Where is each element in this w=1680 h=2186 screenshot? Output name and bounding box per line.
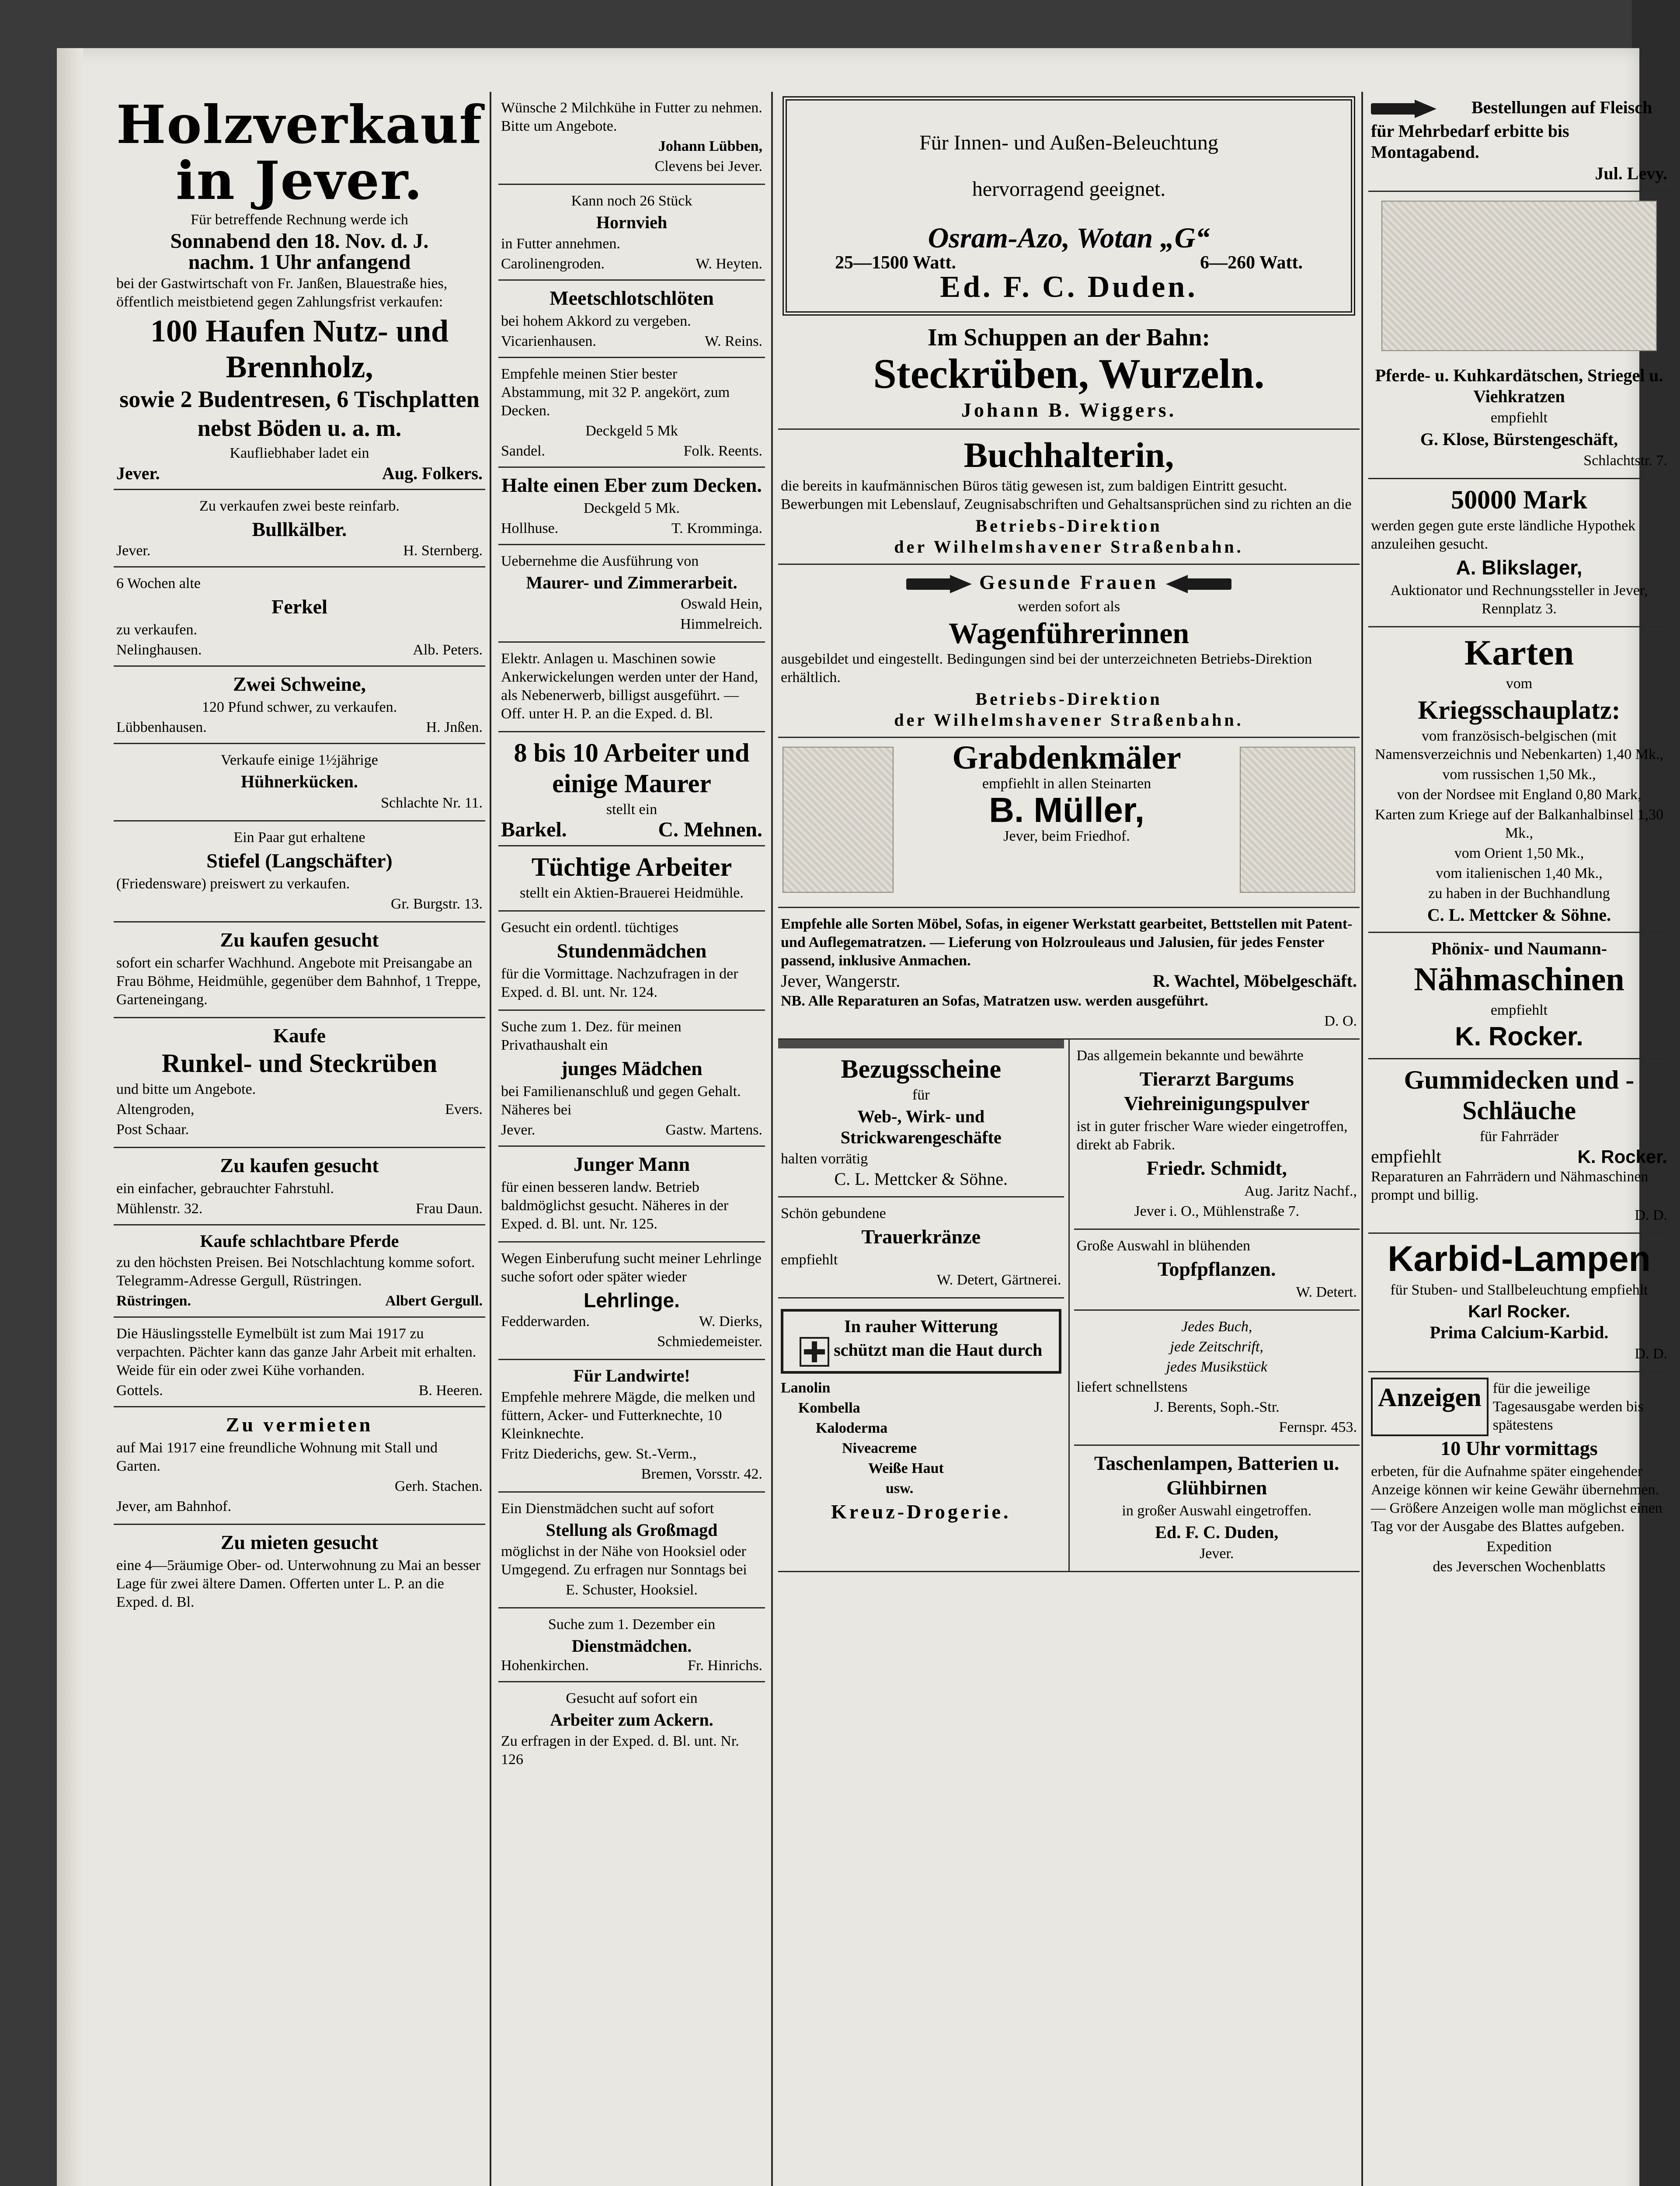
ad-title: Trauerkränze	[861, 1225, 981, 1248]
ad-firm: C. L. Mettcker & Söhne.	[834, 1169, 1008, 1189]
ad-place: Barkel.	[501, 818, 567, 841]
ad-title: 8 bis 10 Arbeiter und einige Maurer	[514, 738, 750, 798]
ad-title: Arbeiter zum Ackern.	[550, 1710, 713, 1730]
ad-text: Schmiedemeister.	[657, 1333, 762, 1350]
ad-place: Rüstringen.	[116, 1293, 191, 1309]
ad-junger-mann	[498, 1147, 765, 1243]
ad-title: Für Landwirte!	[573, 1366, 690, 1385]
ad-place: Carolinengroden.	[501, 256, 605, 272]
ad-place: Lübbenhausen.	[116, 719, 207, 735]
ad-signature: Betriebs-Direktion	[975, 689, 1162, 709]
ad-firm: R. Wachtel, Möbelgeschäft.	[1153, 971, 1357, 991]
ad-firm: C. L. Mettcker & Söhne.	[1427, 905, 1611, 925]
ad-text: empfiehlt	[1490, 1002, 1548, 1018]
ad-huehner	[114, 744, 485, 821]
ad-text: Das allgemein bekannte und bewährte	[1076, 1048, 1304, 1064]
ad-text: eine 4—5räumige Ober- od. Unterwohnung zu Mai an besser Lage für zwei ältere Damen. Offerten unter L. P. an die Exped. d. Bl.	[116, 1557, 481, 1610]
ad-title: In rauher Witterung	[844, 1316, 998, 1337]
ad-runkel	[114, 1018, 485, 1148]
ad-address: Gr. Burgstr. 13.	[390, 896, 483, 912]
ad-place: Fedderwarden.	[501, 1313, 590, 1330]
ad-text: Zu erfragen in der Exped. d. Bl. unt. Nr. 126	[501, 1733, 739, 1768]
ad-landwirte	[498, 1360, 765, 1493]
ad-text: Für Innen- und Außen-Beleuchtung	[919, 131, 1218, 154]
ad-title: Holzverkauf	[116, 94, 483, 156]
ad-text: Zu verkaufen zwei beste reinfarb.	[199, 498, 400, 514]
ad-title: Anzeigen	[1371, 1378, 1489, 1436]
ad-title: Halte einen Eber zum Decken.	[501, 474, 762, 496]
product-item: Weiße Haut	[868, 1460, 944, 1477]
ad-text: Kann noch 26 Stück	[571, 193, 692, 209]
ad-bullkaelber	[114, 490, 485, 567]
ad-text: Ein Paar gut erhaltene	[233, 829, 365, 846]
ad-schloten	[498, 281, 765, 358]
ad-headline: Web-, Wirk- und Strickwarengeschäfte	[840, 1107, 1002, 1148]
price-line: zu haben in der Buchhandlung	[1428, 885, 1610, 902]
ad-text: Gesucht auf sofort ein	[566, 1690, 698, 1706]
ad-wachhund	[114, 922, 485, 1018]
ad-text: Gesucht ein ordentl. tüchtiges	[501, 919, 679, 936]
ad-trauerkraenze	[778, 1197, 1064, 1298]
ad-text: werden gegen gute erste ländliche Hypothek anzuleihen gesucht.	[1371, 518, 1636, 552]
ad-text: Reparaturen an Fahrrädern und Nähmaschinen prompt und billig.	[1371, 1169, 1649, 1203]
ad-text: möglichst in der Nähe von Hooksiel oder Umgegend. Zu erfragen nur Sonntags bei	[501, 1543, 747, 1578]
ad-elektr	[498, 643, 765, 732]
ad-place: Vicarienhausen.	[501, 333, 596, 349]
ad-tuechtige-arbeiter	[498, 846, 765, 912]
ad-firm: Karl Rocker.	[1468, 1302, 1570, 1321]
ad-stier	[498, 358, 765, 468]
ad-title: junges Mädchen	[561, 1057, 703, 1079]
ad-text: Ein Dienstmädchen sucht auf sofort	[501, 1500, 714, 1517]
ad-text: bei Familienanschluß und gegen Gehalt. Näheres bei	[501, 1083, 741, 1118]
column-2	[498, 92, 765, 1777]
ad-moebel	[778, 908, 1360, 1040]
ad-signature: H. Jnßen.	[426, 719, 483, 735]
ad-karten	[1368, 627, 1670, 933]
ad-arbeiter	[498, 732, 765, 846]
ad-naehmaschinen	[1368, 933, 1670, 1059]
column-3	[778, 92, 1360, 1572]
pointing-hand-icon	[1371, 97, 1467, 121]
ad-title: Dienstmädchen.	[571, 1636, 692, 1656]
ad-wagenfuehrerinnen	[778, 565, 1360, 738]
ad-taschenlampen	[1074, 1446, 1360, 1571]
ad-text: hervorragend geeignet.	[972, 178, 1166, 201]
ad-signature: E. Schuster, Hooksiel.	[566, 1582, 698, 1598]
ad-text: Deckgeld 5 Mk.	[583, 500, 680, 516]
ad-text: für einen besseren landw. Betrieb baldmöglichst gesucht. Näheres in der Exped. d. Bl. unt. Nr. 125.	[501, 1179, 729, 1232]
ad-title: Maurer- und Zimmerarbeit.	[526, 573, 737, 592]
ad-tierarzt	[1074, 1040, 1360, 1230]
ad-signature: der Wilhelmshavener Straßenbahn.	[894, 537, 1244, 557]
ad-title: Stellung als Großmagd	[546, 1520, 718, 1540]
ad-text: für Fahrräder	[1479, 1128, 1559, 1145]
ad-address: Jever, am Bahnhof.	[116, 1498, 232, 1514]
ad-firm: K. Rocker.	[1455, 1022, 1583, 1051]
ad-address: Mühlenstr. 32.	[116, 1201, 203, 1217]
ad-eber	[498, 468, 765, 545]
ad-place: Nelinghausen.	[116, 642, 202, 658]
ad-title: Zu kaufen gesucht	[220, 929, 379, 951]
ad-signature: Fritz Diederichs, gew. St.-Verm.,	[501, 1446, 697, 1462]
ad-text: Elektr. Anlagen u. Maschinen sowie Ankerwickelungen werden unter der Hand, als Nebenerwerb, billigst ausgeführt. — Off. unter H. P. an die Exped. d. Bl.	[501, 651, 758, 722]
ad-text: empfiehlt	[1371, 1147, 1441, 1167]
ad-signature: D. D.	[1635, 1346, 1667, 1362]
ad-text: empfiehlt in allen Steinarten	[982, 776, 1151, 792]
ad-text: Empfehle mehrere Mägde, die melken und füttern, Acker- und Futterknechte, 10 Kleinknechte.	[501, 1389, 755, 1442]
ad-address: Jever, beim Friedhof.	[1003, 828, 1130, 845]
ad-text: empfiehlt	[781, 1252, 838, 1268]
ad-stiefel	[114, 821, 485, 922]
ad-ferkel	[114, 567, 485, 667]
ad-milchkuehe	[498, 92, 765, 185]
ad-headline: Runkel- und Steckrüben	[161, 1049, 438, 1078]
ad-text: zu den höchsten Preisen. Bei Notschlachtung komme sofort. Telegramm-Adresse Gergull, Rüstringen.	[116, 1254, 475, 1289]
ad-text: liefert schnellstens	[1076, 1379, 1188, 1396]
ad-title: Stundenmädchen	[557, 940, 707, 962]
ad-signature: Gastw. Martens.	[665, 1122, 762, 1138]
ad-hornvieh	[498, 185, 765, 281]
ad-title: Zu mieten gesucht	[220, 1531, 379, 1553]
ad-title: Junger Mann	[573, 1153, 690, 1175]
ad-text: 25—1500 Watt.	[835, 253, 956, 273]
ad-signature: Jul. Levy.	[1595, 164, 1667, 183]
brush-illustration	[1381, 201, 1657, 351]
ad-bezugsscheine	[778, 1040, 1064, 1197]
ad-signature: Johann B. Wiggers.	[961, 399, 1177, 421]
ad-buecher	[1074, 1311, 1360, 1446]
ad-text: in großer Auswahl eingetroffen.	[1122, 1503, 1312, 1519]
ad-text: Wegen Einberufung sucht meiner Lehrlinge suche sofort oder später wieder	[501, 1250, 762, 1285]
ad-text: Im Schuppen an der Bahn:	[927, 324, 1210, 351]
ad-firm: Ed. F. C. Duden.	[940, 270, 1198, 304]
ad-title: Zwei Schweine,	[233, 673, 366, 695]
ad-title: Tüchtige Arbeiter	[531, 853, 732, 881]
ad-headline: Wagenführerinnen	[948, 616, 1190, 650]
ad-place: Altengroden,	[116, 1101, 195, 1117]
ad-text: für Mehrbedarf erbitte bis Montagabend.	[1371, 121, 1569, 162]
ad-firm: K. Rocker.	[1577, 1146, 1667, 1167]
ad-50000-mark	[1368, 479, 1670, 627]
ad-title: Zu kaufen gesucht	[220, 1154, 379, 1177]
ad-text: halten vorrätig	[781, 1151, 868, 1167]
ad-text: Jedes Buch,	[1181, 1319, 1252, 1335]
product-item: Niveacreme	[842, 1440, 917, 1457]
ad-address: Bremen, Vorsstr. 42.	[641, 1466, 762, 1482]
ad-address: Schlachtstr. 7.	[1583, 453, 1667, 469]
ad-maurerarbeit	[498, 545, 765, 643]
ad-signature: W. Detert, Gärtnerei.	[936, 1272, 1061, 1288]
ad-buersten	[1368, 360, 1670, 479]
col3-split	[778, 1040, 1360, 1572]
ad-text: und bitte um Angebote.	[116, 1081, 256, 1097]
ad-title: Osram-Azo, Wotan „G“	[928, 222, 1210, 254]
ad-holzverkauf	[114, 92, 485, 490]
ad-grossmagd	[498, 1493, 765, 1608]
ad-title: in Jever.	[176, 150, 423, 212]
ad-text: für Stuben- und Stallbeleuchtung empfiehlt	[1390, 1282, 1648, 1298]
ad-text: erbeten, für die Aufnahme später eingehender Anzeige können wir keine Gewähr übernehmen. — Größere Anzeigen wolle man möglichst einen Tag vor der Ausgabe des Blattes aufgeben.	[1371, 1463, 1663, 1535]
ad-place: Hollhuse.	[501, 520, 559, 536]
ad-place: Post Schaar.	[116, 1121, 189, 1138]
ad-signature: B. Heeren.	[418, 1382, 483, 1399]
ad-text: Die Häuslingsstelle Eymelbült ist zum Mai 1917 zu verpachten. Pächter kann das ganze Jahr Arbeit mit erhalten. Weide für ein oder zwei Kühe vorhanden.	[116, 1326, 477, 1378]
ad-signature: Johann Lübben,	[658, 138, 762, 154]
page-edge	[57, 48, 83, 2186]
ad-address: Himmelreich.	[680, 616, 762, 632]
ad-date: Sonnabend den 18. Nov. d. J.	[170, 230, 429, 253]
ad-signature: Evers.	[445, 1101, 483, 1117]
ad-firm: A. Blikslager,	[1456, 556, 1583, 579]
ad-title: schützt man die Haut durch	[834, 1340, 1043, 1360]
ad-signature: Folk. Reents.	[683, 443, 762, 459]
ad-text: auf Mai 1917 eine freundliche Wohnung mit Stall und Garten.	[116, 1440, 438, 1474]
ad-address: Jever i. O., Mühlenstraße 7.	[1134, 1203, 1300, 1220]
price-line: vom französisch-belgischen (mit Namensverzeichnis und Nebenkarten) 1,40 Mk.,	[1375, 728, 1663, 762]
ad-text: Auktionator und Rechnungssteller in Jever, Rennplatz 3.	[1390, 582, 1648, 617]
ad-text: in Futter annehmen.	[501, 236, 620, 252]
ad-place: Jever, Wangerstr.	[781, 971, 901, 991]
ad-headline: 100 Haufen Nutz- und Brennholz,	[150, 313, 449, 384]
ad-dienstmaedchen	[498, 1608, 765, 1682]
ad-text: Empfehle meinen Stier bester Abstammung, mit 32 P. angekört, zum Decken.	[501, 366, 730, 419]
ad-text: die bereits in kaufmännischen Büros tätig gewesen ist, zum baldigen Eintritt gesucht. Bewerbungen mit Lebenslauf, Zeugnisabschriften und Gehaltsansprüchen sind zu richten an die	[781, 478, 1352, 512]
ad-anzeigen	[1368, 1372, 1670, 1584]
ad-title: Pferde- u. Kuhkardätschen, Striegel u. Viehkratzen	[1375, 365, 1663, 406]
red-cross-icon	[800, 1337, 829, 1367]
ad-title: Meetschlotschlöten	[550, 287, 714, 309]
ad-text: stellt ein	[606, 801, 657, 818]
ad-title: Kaufe schlachtbare Pferde	[200, 1231, 399, 1251]
ad-title: Karten	[1464, 633, 1574, 672]
price-line: vom italienischen 1,40 Mk.,	[1436, 865, 1603, 881]
ad-signature: W. Detert.	[1296, 1284, 1357, 1301]
price-line: vom Orient 1,50 Mk.,	[1454, 845, 1584, 861]
gravestone-image	[1240, 747, 1355, 893]
ad-text: Schön gebundene	[781, 1205, 886, 1222]
ad-signature: D. D.	[1635, 1207, 1667, 1223]
ad-text: Kaufliebhaber ladet ein	[230, 445, 369, 461]
ad-signature: des Jeverschen Wochenblatts	[1433, 1559, 1606, 1575]
ad-firm: Friedr. Schmidt,	[1146, 1157, 1287, 1180]
ad-headline: Kriegsschauplatz:	[1418, 696, 1621, 724]
ad-title: Tierarzt Bargums	[1139, 1068, 1294, 1090]
ad-title: Taschenlampen, Batterien u. Glühbirnen	[1094, 1452, 1339, 1499]
ad-osram	[783, 96, 1355, 316]
ad-title: Karbid-Lampen	[1388, 1239, 1651, 1279]
ad-text: jede Zeitschrift,	[1170, 1339, 1263, 1355]
ad-place: Hohenkirchen.	[501, 1657, 589, 1674]
ad-signature: W. Dierks,	[699, 1313, 762, 1330]
pointing-hand-icon	[906, 572, 972, 596]
ad-title: Bullkälber.	[252, 518, 347, 540]
ad-text: ein einfacher, gebrauchter Fahrstuhl.	[116, 1180, 334, 1197]
ad-title: Kaufe	[273, 1024, 326, 1047]
column-1	[114, 92, 485, 1619]
ad-text: bei hohem Akkord zu vergeben.	[501, 313, 691, 329]
ad-text: 6 Wochen alte	[116, 575, 201, 592]
ad-topfpflanzen	[1074, 1230, 1360, 1311]
ad-text: für die Vormittage. Nachzufragen in der Exped. d. Bl. unt. Nr. 124.	[501, 966, 738, 1000]
column-4	[1368, 92, 1670, 1584]
ad-place: Jever.	[116, 543, 151, 559]
ad-signature: Betriebs-Direktion	[975, 516, 1162, 536]
ad-text: Prima Calcium-Karbid.	[1430, 1323, 1609, 1342]
ad-place: Gottels.	[116, 1382, 163, 1399]
ad-signature: Albert Gergull.	[385, 1293, 483, 1309]
ad-text: ist in guter frischer Ware wieder eingetroffen, direkt ab Fabrik.	[1076, 1118, 1348, 1153]
ad-firm: Kreuz-Drogerie.	[831, 1500, 1011, 1523]
ad-text: 120 Pfund schwer, zu verkaufen.	[202, 699, 397, 715]
ad-text: werden sofort als	[1017, 599, 1120, 615]
ad-text: Suche zum 1. Dez. für meinen Privathaushalt ein	[501, 1019, 682, 1053]
ad-signature: der Wilhelmshavener Straßenbahn.	[894, 710, 1244, 730]
product-item: Kaloderma	[816, 1420, 888, 1437]
ad-fahrstuhl	[114, 1148, 485, 1225]
column-rule	[771, 92, 773, 2186]
price-line: Karten zum Kriege auf der Balkanhalbinsel 1,30 Mk.,	[1375, 807, 1663, 841]
ad-mieten	[114, 1525, 485, 1619]
ad-ackern	[498, 1682, 765, 1777]
ad-time: nachm. 1 Uhr anfangend	[188, 251, 411, 274]
ad-buchhalterin	[778, 430, 1360, 565]
ad-text: Phönix- und Naumann-	[1431, 939, 1607, 958]
ad-text: sofort ein scharfer Wachhund. Angebote mit Preisangabe an Frau Böhme, Heidmühle, gegenüber dem Bahnhof, 1 Treppe, Garteneingang.	[116, 955, 481, 1008]
ad-text: Fernspr. 453.	[1279, 1419, 1357, 1436]
ad-text: Für betreffende Rechnung werde ich	[191, 212, 408, 228]
ad-signature: Alb. Peters.	[413, 642, 483, 658]
ad-schweine	[114, 667, 485, 744]
ad-text: jedes Musikstück	[1166, 1359, 1267, 1375]
ad-text: für	[912, 1087, 930, 1103]
ad-text: 6—260 Watt.	[1200, 253, 1303, 273]
ad-signature: T. Kromminga.	[671, 520, 762, 536]
ad-title: Stiefel (Langschäfter)	[206, 849, 393, 872]
ad-firm: Ed. F. C. Duden,	[1155, 1522, 1279, 1542]
product-item: Lanolin	[781, 1380, 831, 1396]
gravestone-cross-image	[783, 747, 894, 893]
column-rule	[1361, 92, 1363, 2186]
ad-text: zu verkaufen.	[116, 622, 198, 638]
ad-title: 50000 Mark	[1451, 485, 1587, 514]
ad-text: Uebernehme die Ausführung von	[501, 553, 699, 569]
ad-signature: Fr. Hinrichs.	[688, 1657, 762, 1674]
ad-place: Sandel.	[501, 443, 546, 459]
ad-title: Buchhalterin,	[963, 435, 1174, 475]
ad-fleisch	[1368, 92, 1670, 192]
ad-title: Zu vermieten	[226, 1413, 373, 1436]
ad-haeuslingsstelle	[114, 1318, 485, 1407]
ad-signature: W. Reins.	[705, 333, 762, 349]
product-item: Kombella	[798, 1400, 860, 1417]
ad-title: Steckrüben, Wurzeln.	[873, 350, 1265, 397]
ad-firm: G. Klose, Bürstengeschäft,	[1420, 429, 1618, 449]
ad-lehrlinge	[498, 1243, 765, 1360]
ad-title: Ferkel	[271, 595, 327, 618]
ad-text: NB. Alle Reparaturen an Sofas, Matratzen usw. werden ausgeführt.	[781, 993, 1208, 1009]
ad-title: Bestellungen auf Fleisch	[1471, 97, 1652, 117]
ad-firm: B. Müller,	[989, 790, 1144, 830]
ad-title: Gesunde Frauen	[979, 571, 1158, 593]
ad-signature: Frau Daun.	[416, 1201, 483, 1217]
price-line: von der Nordsee mit England 0,80 Mark,	[1397, 787, 1642, 803]
ad-headline: Viehreinigungspulver	[1124, 1092, 1310, 1115]
ad-place: Jever.	[116, 463, 160, 483]
ad-junges-maedchen	[498, 1011, 765, 1147]
ad-text: vom	[1506, 675, 1533, 692]
ad-address: Clevens bei Jever.	[654, 158, 762, 174]
ad-text: Empfehle alle Sorten Möbel, Sofas, in eigener Werkstatt gearbeitet, Bettstellen mit Patent- und Auflegematratzen. — Lieferung von Holzrouleaus und Jalusien, für jedes Fenster passend, inklusive Anmachen.	[781, 916, 1353, 969]
product-item: usw.	[886, 1480, 914, 1497]
pointing-hand-icon	[1166, 572, 1231, 596]
ad-text: Große Auswahl in blühenden	[1076, 1238, 1251, 1254]
ad-signature: Aug. Folkers.	[382, 463, 483, 483]
ad-signature: Expedition	[1486, 1539, 1552, 1555]
ad-headline: 10 Uhr vormittags	[1440, 1437, 1598, 1459]
ad-stundenmaedchen	[498, 912, 765, 1011]
ad-text: Suche zum 1. Dezember ein	[548, 1616, 716, 1633]
ad-text: bei der Gastwirtschaft von Fr. Janßen, Blauestraße hies, öffentlich meistbietend gegen Zahlungsfrist verkaufen:	[116, 275, 448, 310]
ad-title: Hornvieh	[596, 212, 668, 232]
ad-text: Wünsche 2 Milchkühe in Futter zu nehmen. Bitte um Angebote.	[501, 100, 762, 134]
column-rule	[490, 92, 491, 2186]
ad-headline: sowie 2 Budentresen, 6 Tischplatten nebst Böden u. a. m.	[119, 386, 480, 441]
ad-gummidecken	[1368, 1059, 1670, 1234]
ad-schuppen	[778, 320, 1360, 430]
ad-kreuz-drogerie	[778, 1298, 1064, 1530]
ad-signature: Gerh. Stachen.	[394, 1478, 483, 1494]
ad-text: ausgebildet und eingestellt. Bedingungen sind bei der unterzeichneten Betriebs-Direktion erhältlich.	[781, 651, 1312, 686]
ad-title: Topfpflanzen.	[1157, 1258, 1276, 1281]
ad-signature: J. Berents, Soph.-Str.	[1154, 1399, 1280, 1416]
ad-address: Schlachte Nr. 11.	[381, 795, 483, 811]
ad-text: stellt ein Aktien-Brauerei Heidmühle.	[520, 885, 744, 901]
ad-title: Grabdenkmäler	[952, 739, 1181, 776]
ad-grabdenkmaeler	[778, 738, 1360, 908]
ad-text: (Friedensware) preiswert zu verkaufen.	[116, 876, 350, 892]
ad-place: Jever.	[501, 1122, 536, 1138]
ad-title: Lehrlinge.	[584, 1289, 680, 1312]
ad-pferde	[114, 1225, 485, 1318]
ad-text: Deckgeld 5 Mk	[585, 423, 678, 439]
ad-title: Hühnerkücken.	[241, 772, 358, 791]
ad-title: Nähmaschinen	[1414, 961, 1624, 998]
ad-signature: D. O.	[1324, 1013, 1357, 1030]
ad-signature: W. Heyten.	[696, 256, 762, 272]
ad-signature: H. Sternberg.	[403, 543, 483, 559]
ad-text: Verkaufe einige 1½jährige	[221, 752, 378, 768]
ad-text: Aug. Jaritz Nachf.,	[1244, 1183, 1357, 1200]
ad-place: Jever.	[1200, 1546, 1234, 1562]
price-line: vom russischen 1,50 Mk.,	[1442, 766, 1596, 783]
ad-text: empfiehlt	[1490, 410, 1548, 426]
ad-karbid	[1368, 1234, 1670, 1372]
ad-signature: Oswald Hein,	[681, 596, 762, 612]
ad-text: für die jeweilige Tagesausgabe werden bis spätestens	[1492, 1380, 1644, 1433]
ad-title: Gummidecken und -Schläuche	[1404, 1065, 1635, 1125]
ad-title: Bezugsscheine	[841, 1055, 1002, 1084]
ad-vermieten	[114, 1407, 485, 1525]
ad-signature: C. Mehnen.	[658, 818, 762, 841]
